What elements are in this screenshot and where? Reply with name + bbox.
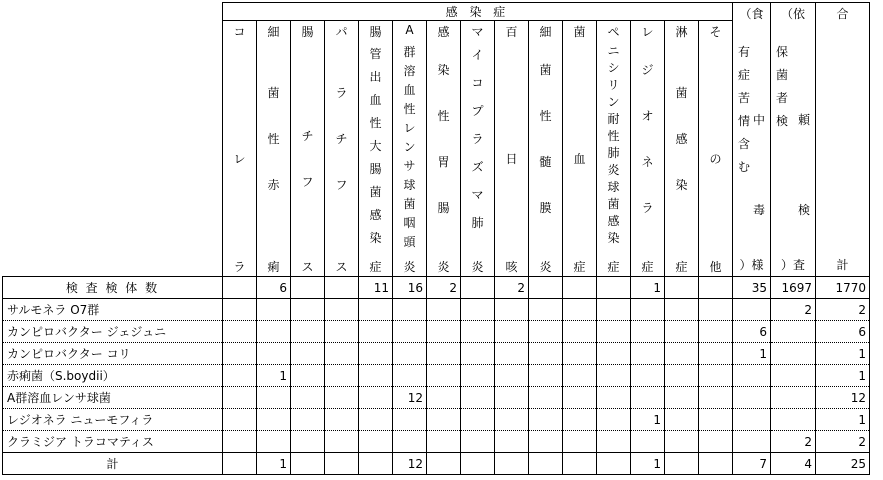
count-cell — [291, 431, 325, 453]
count-cell — [461, 387, 495, 409]
table-row — [3, 387, 870, 409]
count-cell — [597, 277, 631, 299]
disease-header-top: ペ — [607, 25, 620, 39]
pathogen-table — [2, 2, 870, 475]
count-cell — [563, 453, 597, 475]
table-row — [3, 365, 870, 387]
count-cell — [631, 299, 665, 321]
count-cell — [597, 321, 631, 343]
table-row — [3, 321, 870, 343]
count-cell — [461, 409, 495, 431]
count-cell — [563, 343, 597, 365]
disease-header-top: そ — [709, 25, 722, 39]
count-cell: 1 — [257, 453, 291, 475]
count-cell — [495, 321, 529, 343]
count-cell — [393, 409, 427, 431]
count-cell — [597, 365, 631, 387]
count-cell — [631, 387, 665, 409]
infection-group-label: 感 染 症 — [223, 3, 733, 21]
count-cell — [223, 343, 257, 365]
disease-header-bottom: ス — [335, 260, 348, 274]
disease-header-vertical: 菌 感 染 — [675, 86, 688, 192]
count-cell — [359, 321, 393, 343]
count-cell — [461, 365, 495, 387]
count-cell: 25 — [816, 453, 870, 475]
header-side-text: 中 毒 — [752, 113, 765, 217]
count-cell — [291, 277, 325, 299]
count-cell — [597, 387, 631, 409]
total-row — [3, 453, 870, 475]
row-label: カンピロバクター ジェジュニ — [3, 321, 223, 343]
count-cell — [495, 453, 529, 475]
count-cell — [631, 365, 665, 387]
disease-header-top: 淋 — [675, 25, 688, 39]
disease-column-header — [529, 21, 563, 277]
count-cell — [393, 343, 427, 365]
disease-header-vertical: 菌 性 赤 — [267, 86, 280, 192]
disease-header-vertical: の — [709, 152, 722, 166]
count-cell — [257, 431, 291, 453]
disease-header-vertical: 群 溶 血 性 レ ン サ 球 菌 咽 頭 — [403, 45, 416, 249]
header-food-poisoning — [733, 3, 771, 277]
count-cell — [325, 409, 359, 431]
disease-column-header — [665, 21, 699, 277]
count-cell — [631, 343, 665, 365]
disease-header-vertical: イ コ プ ラ ズ マ 肺 — [471, 48, 484, 230]
row-label: 計 — [3, 453, 223, 475]
count-cell — [325, 431, 359, 453]
header-bottom-text: ）様 — [739, 258, 764, 272]
disease-column-header — [291, 21, 325, 277]
header-top-text: （食 — [739, 7, 764, 21]
count-cell — [563, 431, 597, 453]
header-row — [3, 3, 870, 21]
count-cell — [529, 343, 563, 365]
count-cell — [359, 431, 393, 453]
header-requested — [771, 3, 816, 277]
count-cell: 2 — [771, 431, 816, 453]
count-cell — [495, 299, 529, 321]
count-cell — [699, 431, 733, 453]
count-cell — [699, 277, 733, 299]
count-cell: 2 — [771, 299, 816, 321]
count-cell — [257, 321, 291, 343]
count-cell — [495, 431, 529, 453]
count-cell — [771, 387, 816, 409]
count-cell — [325, 453, 359, 475]
disease-header-vertical: ラ チ フ — [335, 86, 348, 192]
count-cell — [699, 343, 733, 365]
header-total — [816, 3, 870, 277]
disease-column-header — [359, 21, 393, 277]
table-row — [3, 409, 870, 431]
count-cell — [461, 343, 495, 365]
count-cell — [563, 277, 597, 299]
disease-header-bottom: 症 — [675, 260, 688, 274]
count-cell — [563, 365, 597, 387]
count-cell: 12 — [393, 387, 427, 409]
count-cell — [427, 431, 461, 453]
header-top-text: （依 — [780, 7, 805, 21]
count-cell — [461, 431, 495, 453]
count-cell: 12 — [816, 387, 870, 409]
row-label: A群溶血レンサ球菌 — [3, 387, 223, 409]
count-cell: 1 — [733, 343, 771, 365]
count-cell — [665, 409, 699, 431]
count-cell — [291, 387, 325, 409]
count-cell — [291, 343, 325, 365]
count-cell — [597, 299, 631, 321]
count-cell — [223, 299, 257, 321]
count-cell — [359, 409, 393, 431]
count-cell — [359, 387, 393, 409]
count-cell — [461, 321, 495, 343]
count-cell: 2 — [816, 299, 870, 321]
count-cell — [461, 299, 495, 321]
sample-count-row — [3, 277, 870, 299]
count-cell — [733, 431, 771, 453]
count-cell — [393, 365, 427, 387]
count-cell — [461, 277, 495, 299]
count-cell: 12 — [393, 453, 427, 475]
count-cell: 2 — [816, 431, 870, 453]
count-cell — [529, 299, 563, 321]
disease-column-header — [461, 21, 495, 277]
count-cell — [529, 431, 563, 453]
count-cell — [771, 365, 816, 387]
row-label: 検 査 検 体 数 — [3, 277, 223, 299]
disease-header-bottom: 炎 — [471, 260, 484, 274]
count-cell: 1 — [631, 453, 665, 475]
disease-column-header — [257, 21, 291, 277]
count-cell — [359, 299, 393, 321]
count-cell — [427, 343, 461, 365]
count-cell — [359, 365, 393, 387]
count-cell — [325, 321, 359, 343]
header-side-text: 頼 検 — [797, 113, 810, 217]
count-cell — [257, 343, 291, 365]
count-cell — [359, 453, 393, 475]
header-vertical-text: 保 菌 者 検 — [775, 45, 788, 128]
count-cell — [223, 277, 257, 299]
count-cell — [529, 277, 563, 299]
count-cell — [529, 321, 563, 343]
count-cell — [427, 387, 461, 409]
count-cell — [393, 431, 427, 453]
header-bottom-text: 計 — [836, 258, 849, 272]
disease-column-header — [223, 21, 257, 277]
disease-column-header — [325, 21, 359, 277]
disease-header-top: 菌 — [573, 25, 586, 39]
table-row — [3, 343, 870, 365]
disease-header-bottom: 咳 — [505, 260, 518, 274]
count-cell — [665, 387, 699, 409]
count-cell — [563, 409, 597, 431]
disease-header-vertical: 菌 性 髄 膜 — [539, 63, 552, 215]
count-cell — [771, 343, 816, 365]
count-cell — [529, 409, 563, 431]
disease-header-vertical: 管 出 血 性 大 腸 菌 感 染 — [369, 47, 382, 245]
count-cell — [665, 431, 699, 453]
count-cell — [223, 387, 257, 409]
count-cell: 1 — [816, 365, 870, 387]
count-cell — [325, 387, 359, 409]
count-cell: 1 — [631, 277, 665, 299]
header-vertical-text: 有 症 苦 情 含 む — [737, 45, 750, 174]
disease-header-bottom: 症 — [607, 260, 620, 274]
header-top-text: 合 — [836, 7, 849, 21]
table-row — [3, 299, 870, 321]
count-cell: 35 — [733, 277, 771, 299]
disease-header-top: レ — [641, 25, 654, 39]
count-cell: 2 — [427, 277, 461, 299]
count-cell — [665, 321, 699, 343]
count-cell — [529, 387, 563, 409]
count-cell — [393, 299, 427, 321]
disease-header-top: A — [405, 23, 414, 37]
disease-header-bottom: 症 — [369, 260, 382, 274]
count-cell — [733, 409, 771, 431]
count-cell — [733, 365, 771, 387]
count-cell — [359, 343, 393, 365]
count-cell — [699, 387, 733, 409]
disease-header-top: 細 — [267, 25, 280, 39]
count-cell — [597, 431, 631, 453]
count-cell — [427, 409, 461, 431]
disease-header-bottom: 炎 — [403, 260, 416, 274]
count-cell — [291, 409, 325, 431]
count-cell — [699, 409, 733, 431]
count-cell: 11 — [359, 277, 393, 299]
count-cell — [223, 409, 257, 431]
disease-header-vertical: ジ オ ネ ラ — [641, 63, 654, 215]
count-cell — [597, 409, 631, 431]
count-cell — [563, 299, 597, 321]
row-label: 赤痢菌（S.boydii） — [3, 365, 223, 387]
count-cell: 1 — [257, 365, 291, 387]
count-cell — [291, 453, 325, 475]
row-label: レジオネラ ニューモフィラ — [3, 409, 223, 431]
count-cell — [257, 299, 291, 321]
count-cell — [325, 299, 359, 321]
count-cell: 4 — [771, 453, 816, 475]
count-cell — [257, 387, 291, 409]
count-cell — [257, 409, 291, 431]
count-cell — [427, 365, 461, 387]
count-cell — [597, 453, 631, 475]
count-cell — [291, 299, 325, 321]
count-cell: 1 — [816, 409, 870, 431]
count-cell — [529, 453, 563, 475]
disease-column-header — [699, 21, 733, 277]
count-cell — [427, 453, 461, 475]
row-label: サルモネラ O7群 — [3, 299, 223, 321]
count-cell: 2 — [495, 277, 529, 299]
count-cell: 1 — [816, 343, 870, 365]
row-label: カンピロバクター コリ — [3, 343, 223, 365]
disease-header-bottom: 他 — [709, 260, 722, 274]
count-cell — [733, 387, 771, 409]
disease-header-bottom: 症 — [641, 260, 654, 274]
count-cell — [291, 365, 325, 387]
table-row — [3, 431, 870, 453]
count-cell — [529, 365, 563, 387]
disease-column-header — [563, 21, 597, 277]
disease-column-header — [495, 21, 529, 277]
count-cell: 7 — [733, 453, 771, 475]
corner-cell — [3, 3, 223, 277]
disease-header-top: マ — [471, 25, 484, 39]
count-cell: 6 — [816, 321, 870, 343]
disease-header-vertical: 染 性 胃 腸 — [437, 63, 450, 215]
count-cell: 1697 — [771, 277, 816, 299]
count-cell — [495, 387, 529, 409]
count-cell — [631, 431, 665, 453]
count-cell — [699, 365, 733, 387]
disease-header-top: 感 — [437, 25, 450, 39]
count-cell: 1770 — [816, 277, 870, 299]
count-cell — [223, 453, 257, 475]
count-cell — [771, 321, 816, 343]
disease-header-top: コ — [233, 25, 246, 39]
count-cell — [665, 343, 699, 365]
disease-header-top: 腸 — [301, 25, 314, 39]
disease-header-top: 百 — [505, 25, 518, 39]
count-cell — [393, 321, 427, 343]
count-cell — [495, 365, 529, 387]
count-cell — [699, 453, 733, 475]
count-cell — [291, 321, 325, 343]
count-cell — [325, 343, 359, 365]
disease-header-vertical: 日 — [505, 152, 518, 166]
count-cell — [427, 299, 461, 321]
header-bottom-text: ）査 — [780, 258, 805, 272]
disease-column-header — [631, 21, 665, 277]
count-cell — [665, 453, 699, 475]
count-cell — [223, 321, 257, 343]
count-cell — [563, 387, 597, 409]
count-cell — [597, 343, 631, 365]
disease-header-bottom: 痢 — [267, 260, 280, 274]
count-cell — [665, 299, 699, 321]
count-cell — [631, 321, 665, 343]
count-cell — [665, 365, 699, 387]
count-cell — [223, 431, 257, 453]
disease-header-bottom: 炎 — [437, 260, 450, 274]
disease-header-top: 腸 — [369, 25, 382, 39]
disease-header-vertical: チ フ — [301, 129, 314, 189]
count-cell: 1 — [631, 409, 665, 431]
count-cell — [495, 343, 529, 365]
count-cell — [427, 321, 461, 343]
disease-column-header — [393, 21, 427, 277]
count-cell — [461, 453, 495, 475]
count-cell: 16 — [393, 277, 427, 299]
count-cell — [563, 321, 597, 343]
count-cell: 6 — [733, 321, 771, 343]
disease-header-top: パ — [335, 25, 348, 39]
disease-header-bottom: ラ — [233, 260, 246, 274]
disease-header-bottom: 炎 — [539, 260, 552, 274]
count-cell — [699, 321, 733, 343]
disease-header-vertical: 血 — [573, 152, 586, 166]
count-cell: 6 — [257, 277, 291, 299]
count-cell — [699, 299, 733, 321]
disease-header-vertical: ニ シ リ ン 耐 性 肺 炎 球 菌 感 染 — [607, 44, 620, 245]
row-label: クラミジア トラコマティス — [3, 431, 223, 453]
disease-column-header — [597, 21, 631, 277]
count-cell — [771, 409, 816, 431]
disease-header-vertical: レ — [233, 152, 246, 166]
disease-header-top: 細 — [539, 25, 552, 39]
count-cell — [495, 409, 529, 431]
count-cell — [325, 277, 359, 299]
disease-header-bottom: 症 — [573, 260, 586, 274]
disease-column-header — [427, 21, 461, 277]
count-cell — [665, 277, 699, 299]
count-cell — [325, 365, 359, 387]
count-cell — [223, 365, 257, 387]
count-cell — [733, 299, 771, 321]
disease-header-bottom: ス — [301, 260, 314, 274]
